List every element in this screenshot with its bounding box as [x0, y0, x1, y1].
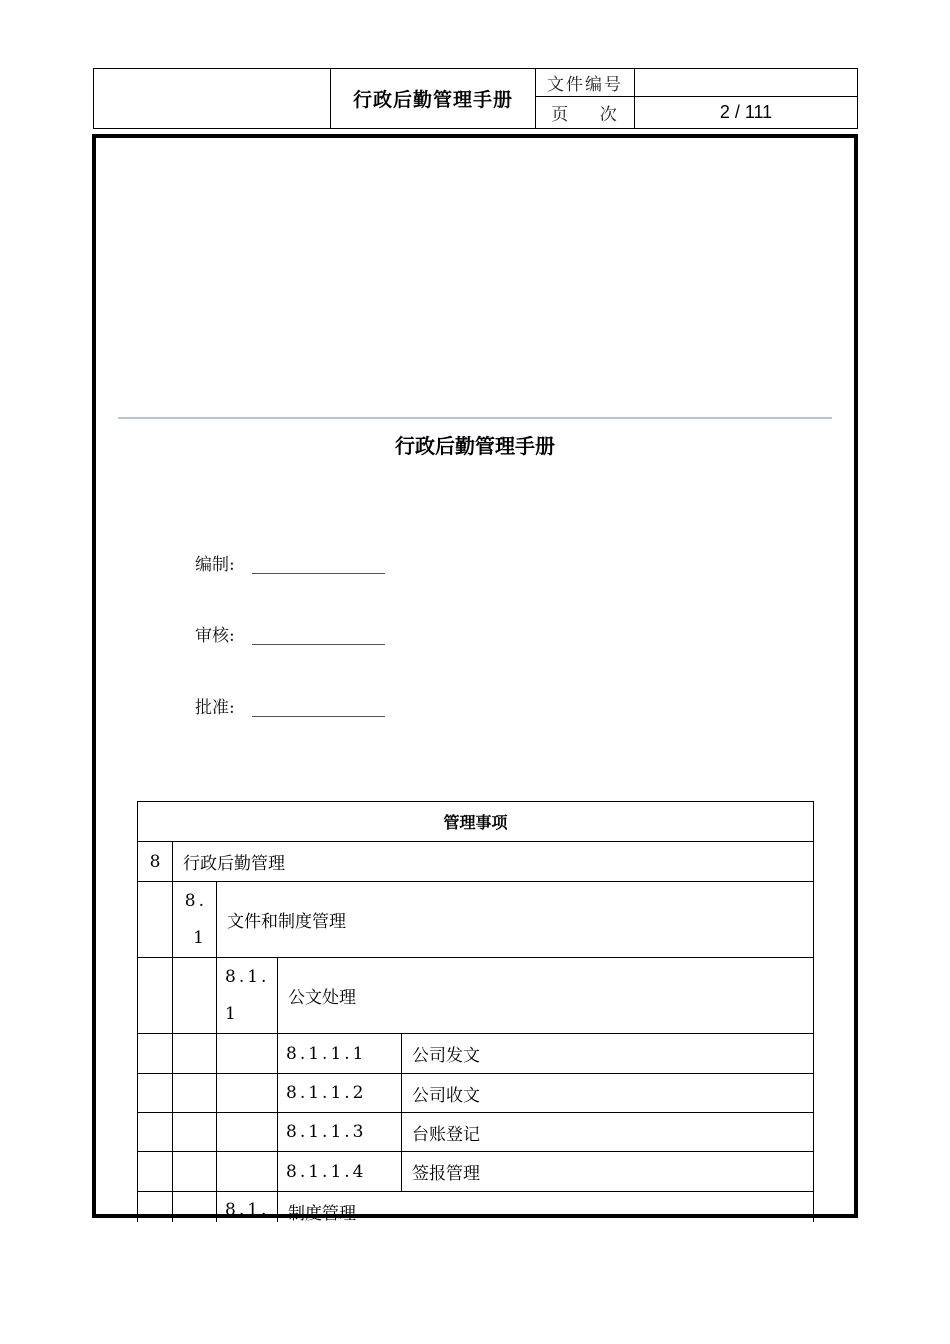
item-number: 8.1.1.4 — [278, 1152, 402, 1192]
page-number: 2 / 111 — [719, 102, 773, 122]
table-row — [138, 1192, 814, 1223]
empty-cell — [173, 1034, 217, 1074]
next-section-title: 制度管理 — [278, 1192, 814, 1223]
item-number: 8.1.1.2 — [278, 1074, 402, 1113]
empty-cell — [217, 1152, 278, 1192]
cover-title: 行政后勤管理手册 — [395, 434, 555, 458]
reviewed-by-line — [252, 644, 385, 645]
level1-number: 8 — [138, 842, 173, 882]
empty-cell — [138, 958, 173, 1034]
item-title: 签报管理 — [402, 1152, 814, 1192]
next-section-number-cell — [217, 1192, 278, 1223]
item-number: 8.1.1.1 — [278, 1034, 402, 1074]
item-number: 8.1.1.3 — [278, 1113, 402, 1152]
table-row — [138, 1034, 814, 1074]
table-row — [138, 958, 814, 1034]
level3-number: 8.1.1 — [225, 966, 270, 1024]
title-rule — [118, 417, 832, 419]
empty-cell — [173, 1192, 217, 1223]
next-section-number: 8.1. — [225, 1200, 270, 1220]
empty-cell — [173, 1074, 217, 1113]
empty-cell — [138, 1034, 173, 1074]
empty-cell — [138, 1074, 173, 1113]
level3-title: 公文处理 — [278, 958, 814, 1034]
approved-by-label: 批准: — [195, 698, 235, 718]
empty-cell — [173, 958, 217, 1034]
table-row — [138, 842, 814, 882]
empty-cell — [217, 1113, 278, 1152]
approved-by-line — [252, 716, 385, 717]
empty-cell — [173, 1152, 217, 1192]
empty-cell — [217, 1034, 278, 1074]
table-row — [138, 1152, 814, 1192]
level3-number-cell — [217, 958, 278, 1034]
table-header: 管理事项 — [138, 802, 814, 842]
level1-title: 行政后勤管理 — [173, 842, 814, 882]
level2-number: 8.1 — [184, 890, 207, 948]
empty-cell — [138, 882, 173, 958]
compiled-by-line — [252, 573, 385, 574]
reviewed-by-label: 审核: — [195, 626, 235, 646]
management-items-table — [137, 801, 814, 1222]
empty-cell — [217, 1074, 278, 1113]
empty-cell — [173, 1113, 217, 1152]
item-title: 公司发文 — [402, 1034, 814, 1074]
item-title: 公司收文 — [402, 1074, 814, 1113]
level2-number-cell — [173, 882, 217, 958]
header-doc-title: 行政后勤管理手册 — [352, 89, 513, 111]
table-row — [138, 1074, 814, 1113]
empty-cell — [138, 1113, 173, 1152]
table-row — [138, 882, 814, 958]
empty-cell — [138, 1152, 173, 1192]
file-number-label: 文件编号 — [547, 75, 623, 95]
item-title: 台账登记 — [402, 1113, 814, 1152]
empty-cell — [138, 1192, 173, 1223]
compiled-by-label: 编制: — [195, 555, 235, 575]
page-label: 页 次 — [551, 105, 619, 125]
level2-title: 文件和制度管理 — [217, 882, 814, 958]
table-header-row — [138, 802, 814, 842]
table-row — [138, 1113, 814, 1152]
